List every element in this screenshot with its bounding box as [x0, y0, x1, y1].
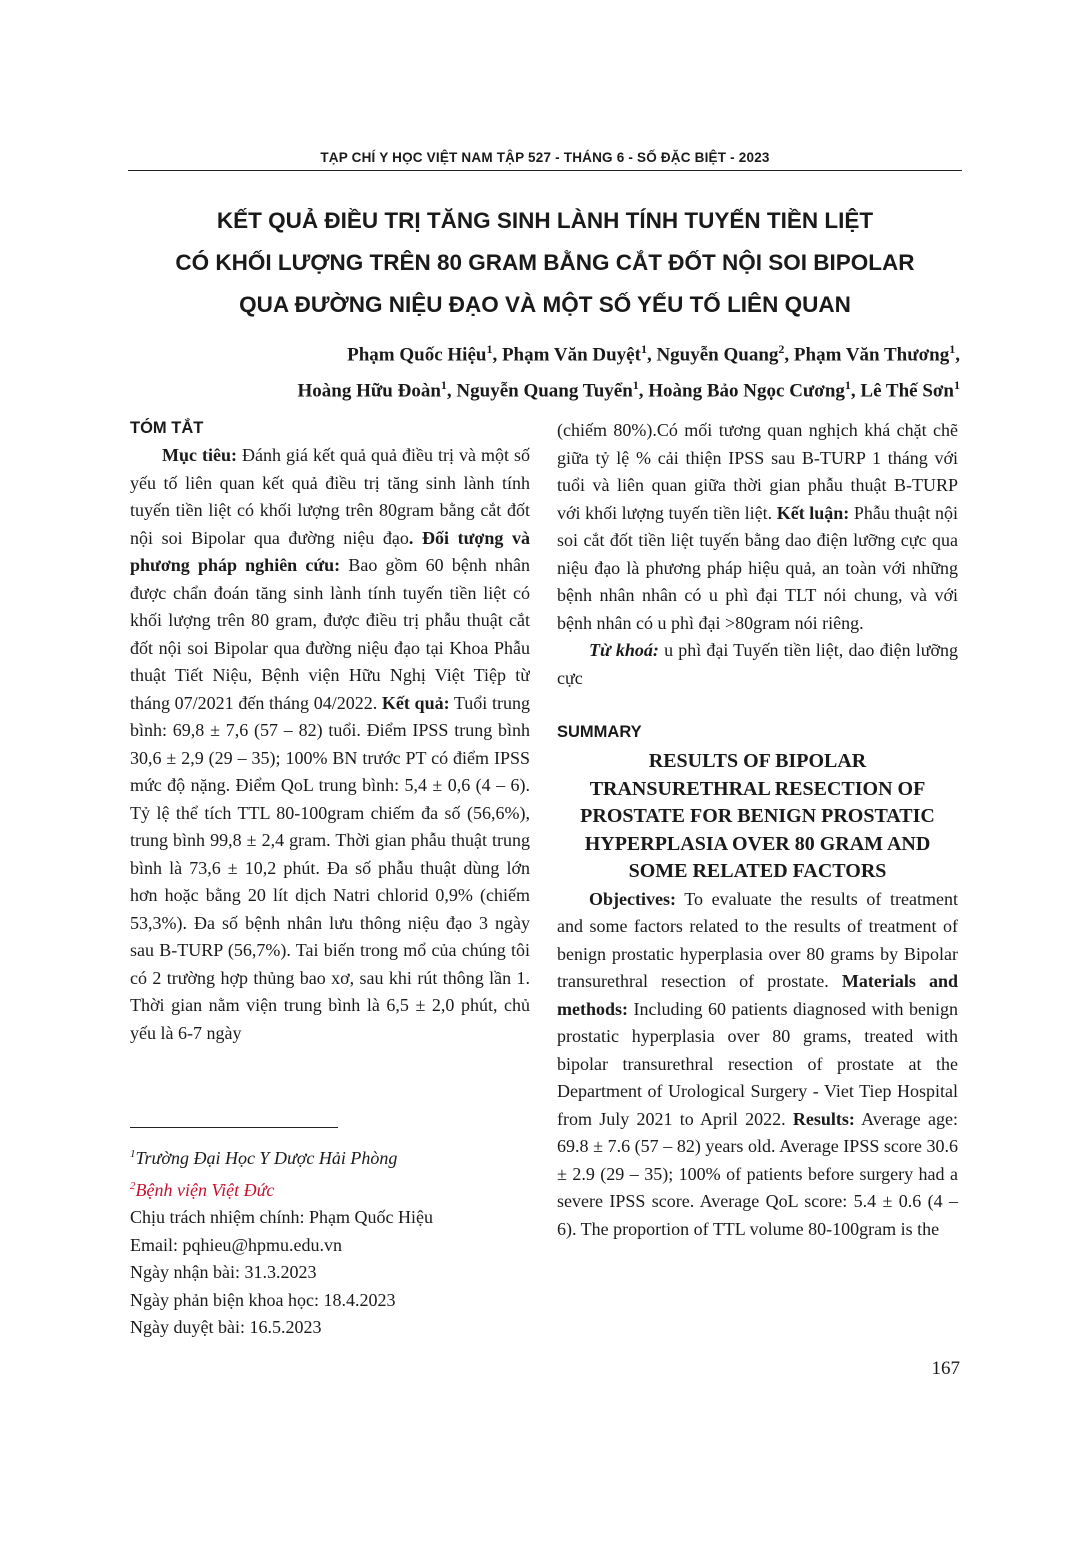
materials-text: Including 60 patients diagnosed with benign prostatic hyperplasia over 80 grams, treated with bipolar transurethral resection of prostate at the Department of Urological Surgery - Viet Tiep Hospital from July 2021 to April 2022. — [557, 998, 958, 1129]
materials-label: Materials and methods: — [557, 971, 958, 1019]
author-name: Phạm Văn Duyệt — [501, 344, 641, 366]
affiliation-number: 1 — [130, 1148, 136, 1160]
author-name: Hoàng Bảo Ngọc Cương — [648, 380, 845, 402]
affiliation-2 — [130, 1173, 540, 1205]
results-text: Tuổi trung bình: 69,8 ± 7,6 (57 – 82) tuổi. Điểm IPSS trung bình 30,6 ± 2,9 (29 – 35); 100% BN trước PT có điểm IPSS mức độ nặng. Điểm QoL trung bình: 5,4 ± 0,6 (4 – 6). Tỷ lệ thể tích TTL 80-100gram chiếm đa số (56,6%), trung bình 99,8 ± 2,4 gram. Thời gian phẫu thuật trung bình là 73,6 ± 10,2 phút. Đa số phẫu thuật dùng lớn hơn hoặc bằng 20 lít dịch Natri chlorid 0,9% (chiếm 53,3%). Đa số bệnh nhân lưu thông niệu đạo 3 ngày sau B-TURP (56,7%). Tai biến trong mổ của chúng tôi có 2 trường hợp thủng bao xơ, sau khi rút thông lần 1. Thời gian nằm viện trung bình là 6,5 ± 2,0 phút, chủ yếu là 6-7 ngày — [130, 692, 530, 1043]
author-affiliation: 1 — [440, 378, 447, 393]
summary-body — [557, 886, 958, 1244]
author-name: Phạm Quốc Hiệu — [347, 344, 487, 366]
email: Email: pqhieu@hpmu.edu.vn — [130, 1234, 343, 1255]
abstract-vi-heading: TÓM TẮT — [130, 419, 204, 437]
abstract-vi-continuation — [557, 417, 958, 637]
author-name: Phạm Văn Thương — [793, 344, 950, 366]
results-label: Kết quả: — [381, 692, 450, 713]
methods-text: Bao gồm 60 bệnh nhân được chẩn đoán tăng sinh lành tính tuyến tiền liệt có khối lượng trên 80 gram, được điều trị phẫu thuật cắt đốt nội soi Bipolar qua đường niệu đạo tại Khoa Phẫu thuật Tiết Niệu, Bệnh viện Hữu Nghị Việt Tiệp từ tháng 07/2021 đến tháng 04/2022. — [130, 555, 530, 713]
results-en-label: Results: — [792, 1108, 855, 1129]
results-continuation: (chiếm 80%).Có mối tương quan nghịch khá chặt chẽ giữa tỷ lệ % cải thiện IPSS sau B-TURP 1 tháng với tuổi và liên quan giữa thời gian phẫu thuật B-TURP với khối lượng tuyến tiền liệt. — [557, 420, 958, 523]
title-line: QUA ĐƯỜNG NIỆU ĐẠO VÀ MỘT SỐ YẾU TỐ LIÊN QUAN — [239, 292, 851, 317]
keywords — [557, 637, 958, 692]
right-column — [557, 417, 958, 1243]
article-title — [130, 200, 960, 326]
conclusion-text: Phẫu thuật nội soi cắt đốt tiền liệt tuyến bằng dao điện lưỡng cực qua niệu đạo là phương pháp hiệu quả, an toàn với những bệnh nhân nhân có u phì đại TLT nói chung, và với bệnh nhân có u phì đại >80gram nói riêng. — [557, 502, 958, 633]
author-separator: , — [446, 380, 457, 402]
author-separator: , — [638, 380, 649, 402]
author-separator: , — [492, 344, 502, 366]
objectives-label: Objectives: — [589, 888, 676, 909]
author-affiliation: 1 — [486, 342, 493, 356]
author-separator: , — [784, 344, 794, 366]
title-line: KẾT QUẢ ĐIỀU TRỊ TĂNG SINH LÀNH TÍNH TUYẾN TIỀN LIỆT — [216, 208, 874, 233]
page-number: 167 — [931, 1358, 960, 1379]
corresponding-author: Chịu trách nhiệm chính: Phạm Quốc Hiệu — [130, 1207, 433, 1227]
conclusion-label: Kết luận: — [776, 502, 850, 523]
methods-label: . Đối tượng và phương pháp nghiên cứu: — [130, 527, 530, 575]
keywords-text: u phì đại Tuyến tiền liệt, dao điện lưỡng cực — [557, 640, 958, 688]
author-separator: , — [646, 344, 657, 366]
results-en-text: Average age: 69.8 ± 7.6 (57 – 82) years old. Average IPSS score 30.6 ± 2.9 (29 – 35); 100% of patients before surgery had a severe IPSS score. Average QoL score: 5.4 ± 0.6 (4 – 6). The proportion of TTL volume 80-100gram is the — [557, 1108, 958, 1239]
date-accepted: Ngày duyệt bài: 16.5.2023 — [130, 1317, 322, 1337]
author-line-2 — [130, 370, 960, 406]
author-affiliation: 1 — [949, 342, 956, 356]
footnote-rule — [130, 1127, 338, 1128]
author-affiliation: 1 — [640, 342, 647, 356]
keywords-label: Từ khoá: — [589, 640, 659, 660]
author-separator: , — [955, 344, 960, 366]
objectives-text: To evaluate the results of treatment and some factors related to the results of treatment of benign prostatic hyperplasia over 80 grams by Bipolar transurethral resection of prostate. — [557, 888, 958, 991]
author-name: Nguyễn Quang Tuyển — [456, 380, 633, 402]
affiliation-1 — [130, 1141, 540, 1173]
date-reviewed: Ngày phản biện khoa học: 18.4.2023 — [130, 1289, 396, 1310]
affiliation-text: Trường Đại Học Y Dược Hải Phòng — [135, 1148, 398, 1168]
objective-text: Đánh giá kết quả quả điều trị và một số yếu tố liên quan kết quả điều trị tăng sinh lành tính tuyến tiền liệt có khối lượng trên 80gram bằng cắt đốt nội soi Bipolar qua đường niệu đạo — [130, 445, 530, 548]
author-affiliation: 1 — [844, 378, 851, 393]
author-affiliation: 2 — [778, 342, 785, 356]
author-name: Lê Thế Sơn — [860, 380, 954, 402]
author-name: Hoàng Hữu Đoàn — [297, 380, 441, 402]
author-separator: , — [850, 380, 861, 402]
running-head: TẠP CHÍ Y HỌC VIỆT NAM TẬP 527 - THÁNG 6 - SỐ ĐẶC BIỆT - 2023 — [320, 150, 770, 165]
date-received: Ngày nhận bài: 31.3.2023 — [130, 1262, 317, 1282]
affiliation-text: Bệnh viện Việt Đức — [135, 1179, 275, 1200]
author-line-1 — [130, 334, 960, 370]
abstract-vi-column-left — [130, 415, 530, 1114]
author-list — [130, 334, 960, 407]
affiliation-number: 2 — [130, 1179, 136, 1192]
abstract-vi-body — [130, 442, 530, 1114]
summary-title: RESULTS OF BIPOLAR TRANSURETHRAL RESECTION OF PROSTATE FOR BENIGN PROSTATIC HYPERPLASIA OVER 80 GRAM AND SOME RELATED FACTORS — [580, 750, 935, 882]
author-name: Nguyễn Quang — [656, 344, 779, 366]
summary-heading: SUMMARY — [557, 723, 642, 741]
title-line: CÓ KHỐI LƯỢNG TRÊN 80 GRAM BẰNG CẮT ĐỐT NỘI SOI BIPOLAR — [175, 250, 915, 275]
objective-label: Mục tiêu: — [162, 445, 237, 465]
footnotes — [130, 1141, 540, 1342]
author-affiliation: 1 — [954, 378, 960, 393]
author-affiliation: 1 — [632, 378, 639, 393]
header-rule — [128, 170, 962, 171]
